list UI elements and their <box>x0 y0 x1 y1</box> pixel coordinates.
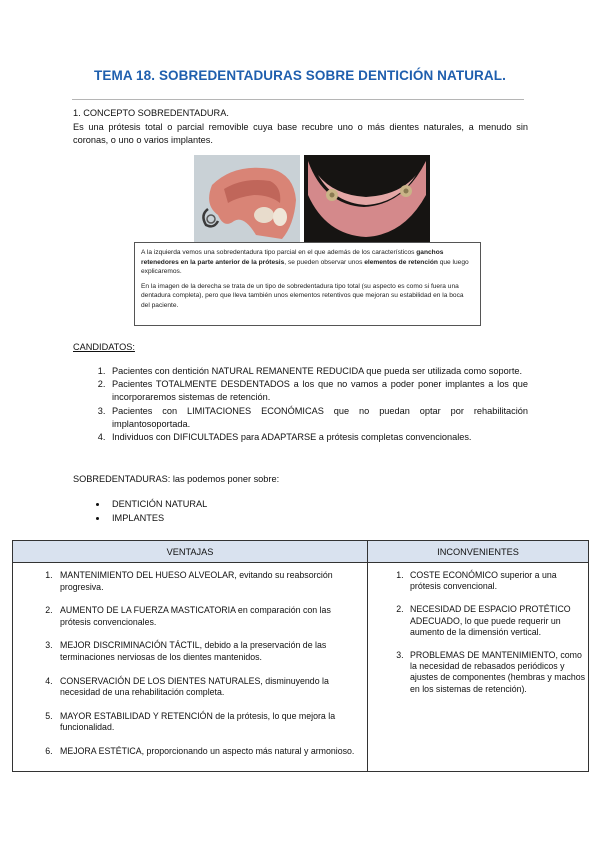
list-item: 1. Pacientes con dentición NATURAL REMANENTE REDUCIDA que pueda ser utilizada como soporte. <box>108 365 528 378</box>
ventaja-item: 1. MANTENIMIENTO DEL HUESO ALVEOLAR, evitando su reabsorción progresiva. <box>55 570 363 593</box>
list-item: • DENTICIÓN NATURAL <box>108 497 207 511</box>
ventajas-inconvenientes-table <box>12 540 589 772</box>
inconveniente-item: 2. NECESIDAD DE ESPACIO PROTÉTICO ADECUADO, lo que puede requerir un aumento de la dimensión vertical. <box>406 604 588 638</box>
section-heading: 1. CONCEPTO SOBREDENTADURA. <box>73 108 229 118</box>
ventaja-item: 6. MEJORA ESTÉTICA, proporcionando un aspecto más natural y armonioso. <box>55 746 363 758</box>
partial-overdenture-photo <box>194 155 300 244</box>
sobredentaduras-intro: SOBREDENTADURAS: las podemos poner sobre: <box>73 474 280 484</box>
sobredentaduras-list <box>73 497 207 525</box>
inconvenientes-list <box>378 570 588 707</box>
list-item: 3. Pacientes con LIMITACIONES ECONÓMICAS que no puedan optar por rehabilitación implantosoportada. <box>108 405 528 431</box>
inconveniente-item: 1. COSTE ECONÓMICO superior a una prótesis convencional. <box>406 570 588 592</box>
candidatos-list <box>73 365 528 444</box>
ventaja-item: 3. MEJOR DISCRIMINACIÓN TÁCTIL, debido a la preservación de las terminaciones nerviosas de los dientes mantenidos. <box>55 640 363 663</box>
ventajas-list <box>25 570 363 770</box>
caption-paragraph-2: En la imagen de la derecha se trata de un tipo de sobredentadura tipo total (su aspecto es como si fuera una dentadura completa), pero que lleva también unos elementos retentivos que mejoran su estabilidad en la boca del paciente. <box>141 282 464 309</box>
header-inconvenientes: INCONVENIENTES <box>368 541 588 563</box>
candidatos-heading: CANDIDATOS: <box>73 342 135 352</box>
total-overdenture-photo <box>304 155 430 244</box>
inconveniente-item: 3. PROBLEMAS DE MANTENIMIENTO, como la necesidad de rebasados periódicos y ajustes de componentes (hembras y machos en los sistemas de retención). <box>406 650 588 695</box>
section-paragraph: Es una prótesis total o parcial removible cuya base recubre uno o más dientes naturales, a menudo sin coronas, o uno o varios implantes. <box>73 122 528 145</box>
column-divider <box>367 563 368 771</box>
list-item: 4. Individuos con DIFICULTADES para ADAPTARSE a prótesis completas convencionales. <box>108 431 528 444</box>
page-title: TEMA 18. SOBREDENTADURAS SOBRE DENTICIÓN NATURAL. <box>94 68 506 83</box>
image-caption <box>134 242 481 326</box>
list-item: 2. Pacientes TOTALMENTE DESDENTADOS a los que no vamos a poder poner implantes a los que incorporaremos sistemas de retención. <box>108 378 528 404</box>
header-ventajas: VENTAJAS <box>13 541 368 563</box>
ventaja-item: 5. MAYOR ESTABILIDAD Y RETENCIÓN de la prótesis, lo que mejora la funcionalidad. <box>55 711 363 734</box>
title-divider <box>72 99 524 100</box>
caption-paragraph-1: A la izquierda vemos una sobredentadura tipo parcial en el que además de los característicos ganchos retenedores en la parte anterior de la prótesis, se pueden observar unos elementos de retención que luego explicaremos. <box>141 249 469 276</box>
ventaja-item: 4. CONSERVACIÓN DE LOS DIENTES NATURALES, disminuyendo la necesidad de una rehabilitación completa. <box>55 676 363 699</box>
ventaja-item: 2. AUMENTO DE LA FUERZA MASTICATORIA en comparación con las prótesis convencionales. <box>55 605 363 628</box>
list-item: • IMPLANTES <box>108 511 207 525</box>
